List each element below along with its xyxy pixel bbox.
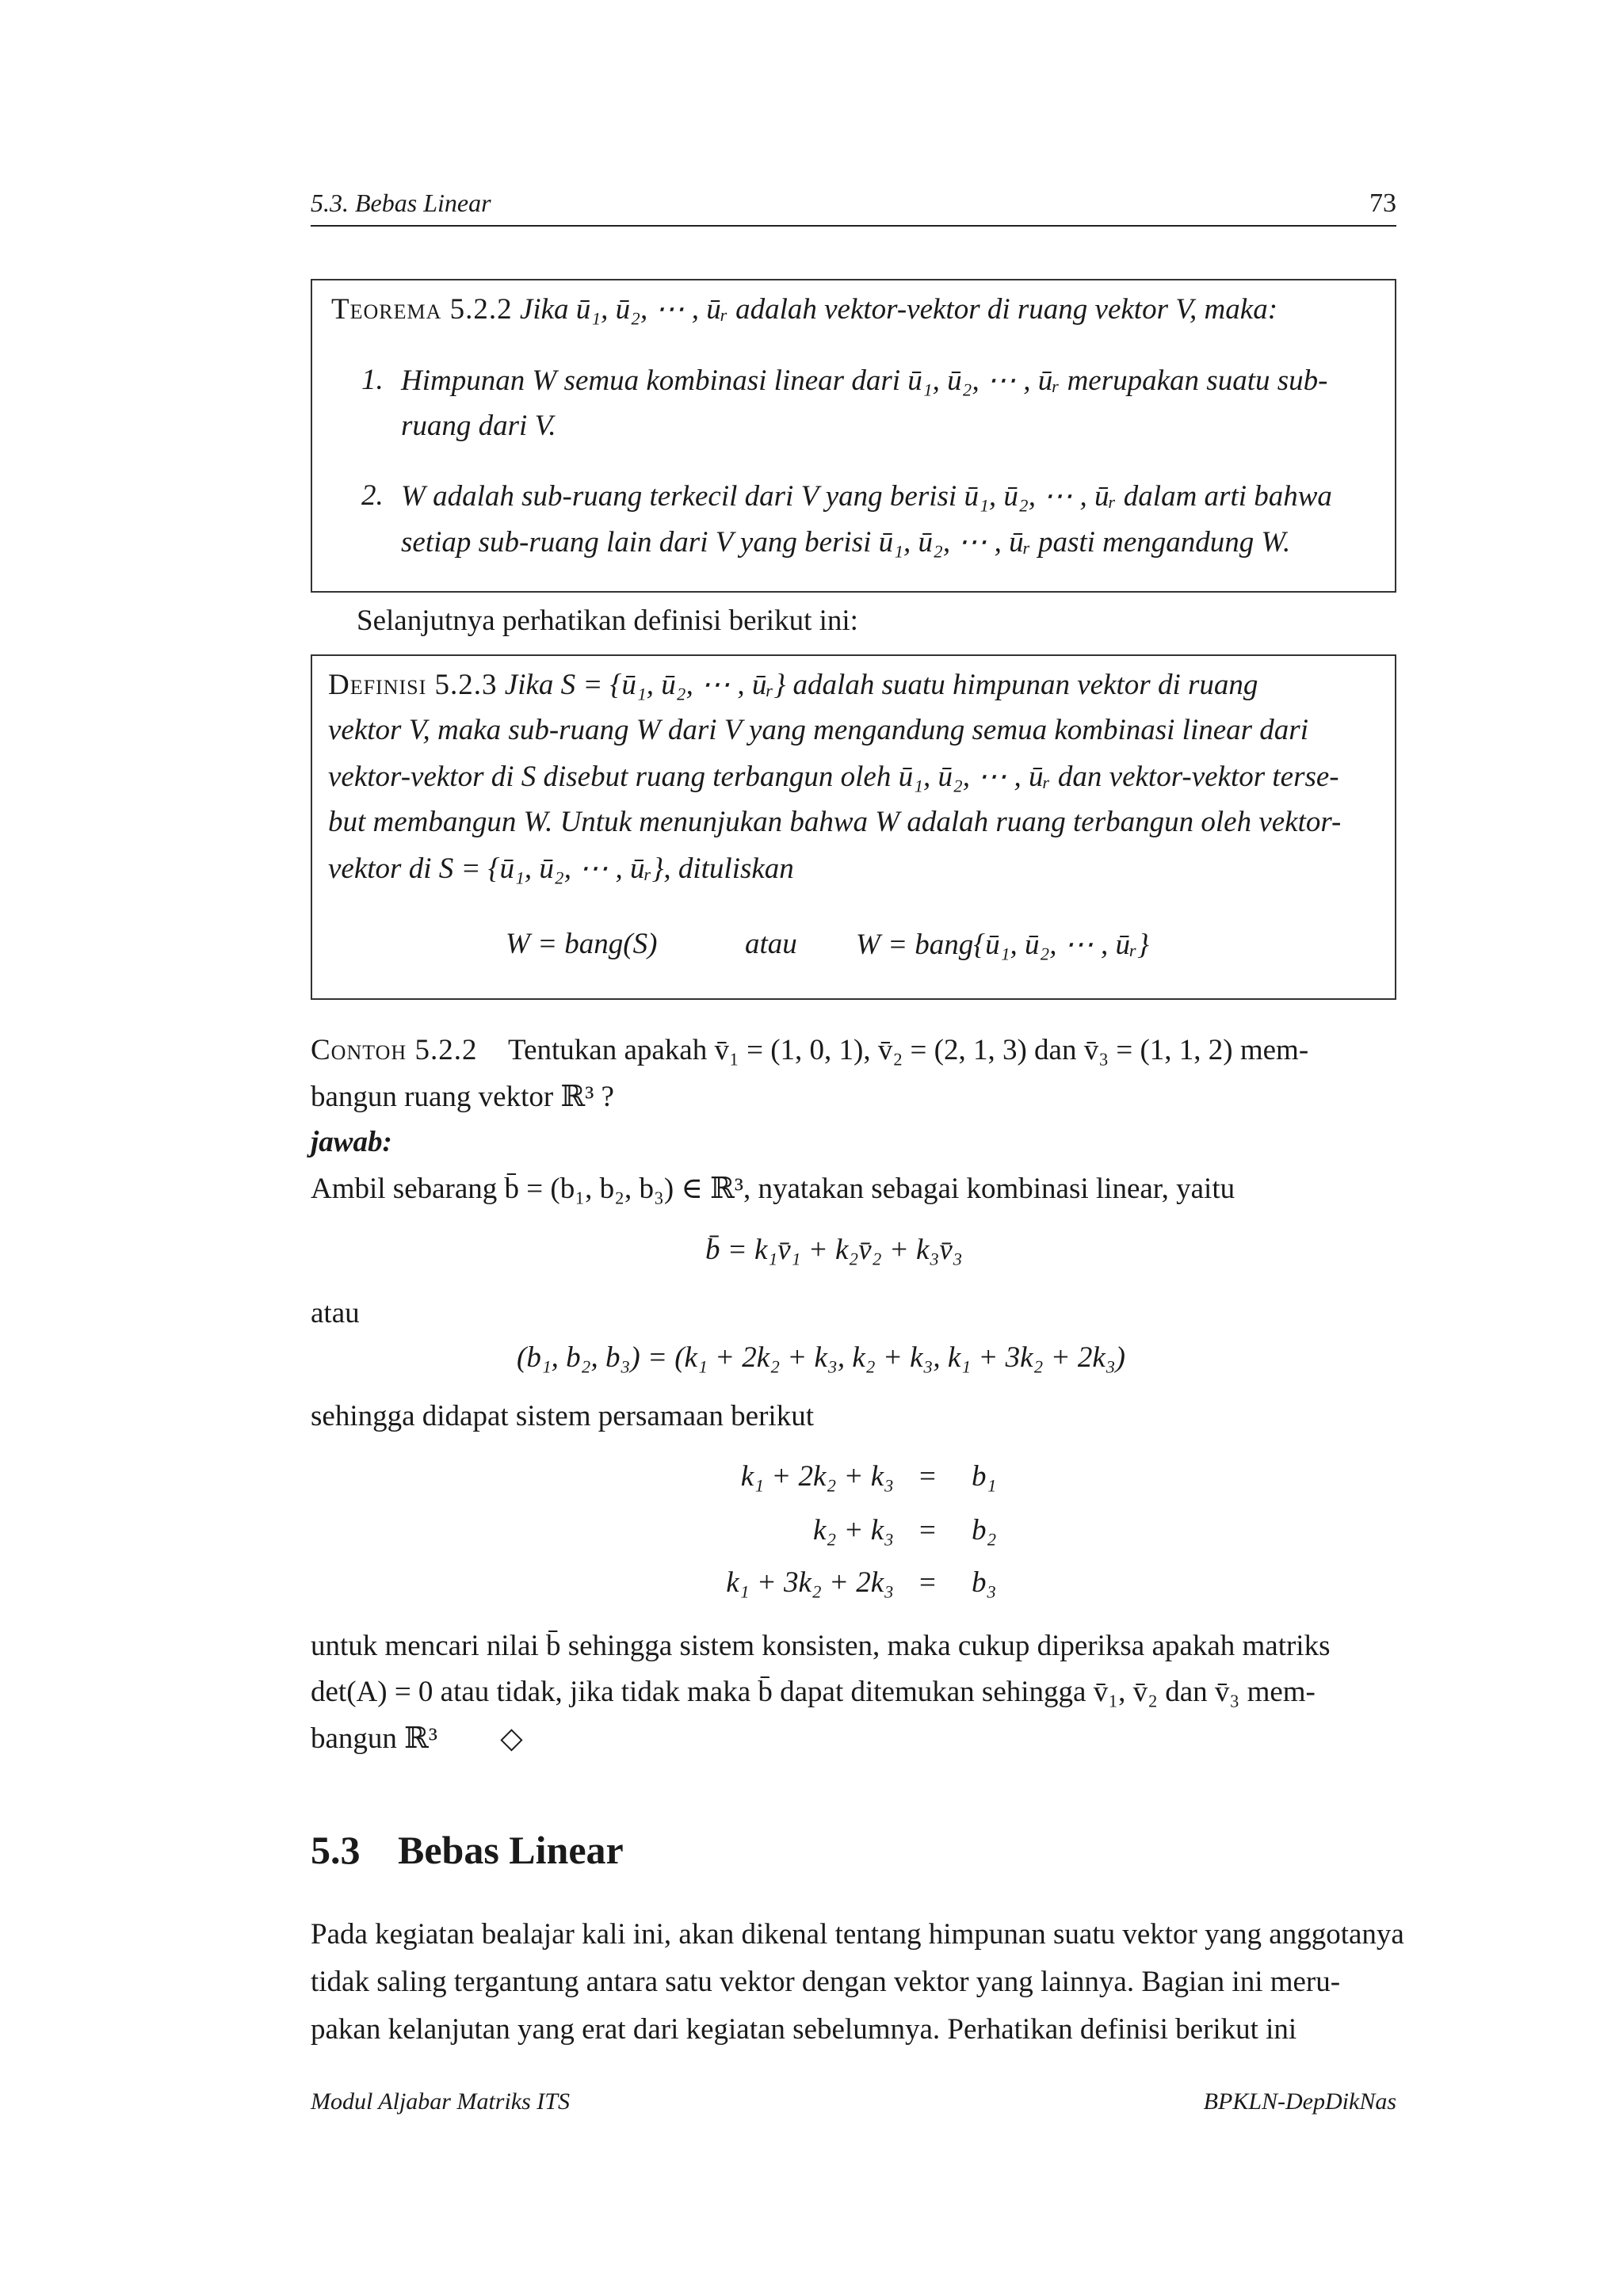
theorem-item-1-number: 1. <box>361 364 384 396</box>
theorem-item-1-line-2: ruang dari V. <box>401 410 556 442</box>
system-row-1-lhs: k₁ + 2k₂ + k₃ <box>740 1460 894 1493</box>
theorem-intro <box>331 292 1277 326</box>
equation-2: (b₁, b₂, b₃) = (k₁ + 2k₂ + k₃, k₂ + k₃, k₁ + 3k₂ + 2k₃) <box>517 1341 1125 1374</box>
definition-line-1-text: Jika S = {ū₁, ū₂, ⋯ , ūᵣ} adalah suatu himpunan vektor di ruang <box>504 669 1258 701</box>
example-line-7-text: bangun ℝ³ <box>311 1722 438 1755</box>
equation-1: b̄ = k₁v̄₁ + k₂v̄₂ + k₃v̄₃ <box>705 1234 963 1266</box>
footer-left: Modul Aljabar Matriks ITS <box>311 2088 570 2115</box>
system-row-3-eq: = <box>919 1566 936 1599</box>
example-label: Contoh 5.2.2 <box>311 1034 478 1066</box>
definition-line-1 <box>328 667 1258 702</box>
system-row-2-eq: = <box>919 1514 936 1547</box>
example-line-4: sehingga didapat sistem persamaan berikut <box>311 1400 814 1432</box>
theorem-intro-text: Jika ū₁, ū₂, ⋯ , ūᵣ adalah vektor-vektor di ruang vektor V, maka: <box>519 293 1278 326</box>
example-line-2: bangun ruang vektor ℝ³ ? <box>311 1081 614 1113</box>
section-number: 5.3 <box>311 1828 361 1872</box>
theorem-label: Teorema 5.2.2 <box>331 293 513 326</box>
theorem-item-1-line-1: Himpunan W semua kombinasi linear dari ū₁, ū₂, ⋯ , ūᵣ merupakan suatu sub- <box>401 364 1328 397</box>
system-row-2-rhs: b₂ <box>972 1514 997 1547</box>
definition-formula-or: atau <box>745 928 797 960</box>
example-line-3: Ambil sebarang b̄ = (b₁, b₂, b₃) ∈ ℝ³, nyatakan sebagai kombinasi linear, yaitu <box>311 1173 1235 1205</box>
end-of-example-icon: ◇ <box>500 1722 523 1755</box>
definition-formula-left: W = bang(S) <box>506 928 658 960</box>
answer-label: jawab: <box>311 1126 392 1158</box>
system-row-3-rhs: b₃ <box>972 1566 997 1599</box>
system-row-1-eq: = <box>919 1460 936 1493</box>
section-title: Bebas Linear <box>398 1828 624 1872</box>
running-header-section: 5.3. Bebas Linear <box>311 189 491 217</box>
example-line-1-text: Tentukan apakah v̄₁ = (1, 0, 1), v̄₂ = (2, 1, 3) dan v̄₃ = (1, 1, 2) mem- <box>508 1034 1309 1066</box>
example-line-6: det(A) = 0 atau tidak, jika tidak maka b̄ dapat ditemukan sehingga v̄₁, v̄₂ dan v̄₃ mem- <box>311 1676 1316 1708</box>
definition-line-4: but membangun W. Untuk menunjukan bahwa W adalah ruang terbangun oleh vektor- <box>328 806 1342 838</box>
system-row-3-lhs: k₁ + 3k₂ + 2k₃ <box>726 1566 894 1599</box>
definition-formula-right: W = bang{ū₁, ū₂, ⋯ , ūᵣ} <box>856 929 1149 961</box>
definition-line-2: vektor V, maka sub-ruang W dari V yang mengandung semua kombinasi linear dari <box>328 714 1308 746</box>
definition-line-3: vektor-vektor di S disebut ruang terbangun oleh ū₁, ū₂, ⋯ , ūᵣ dan vektor-vektor terse- <box>328 761 1339 793</box>
system-row-2-lhs: k₂ + k₃ <box>812 1514 894 1547</box>
header-rule <box>311 225 1396 227</box>
section-line-1: Pada kegiatan bealajar kali ini, akan dikenal tentang himpunan suatu vektor yang anggotanya <box>311 1918 1404 1951</box>
page-number: 73 <box>1369 189 1396 218</box>
footer-right: BPKLN-DepDikNas <box>1203 2088 1396 2115</box>
transition-text: Selanjutnya perhatikan definisi berikut ini: <box>357 605 858 637</box>
theorem-item-2-number: 2. <box>361 479 384 512</box>
example-line-1 <box>311 1033 1308 1067</box>
atau-text: atau <box>311 1297 360 1329</box>
definition-line-5: vektor di S = {ū₁, ū₂, ⋯ , ūᵣ}, dituliskan <box>328 852 794 885</box>
section-line-2: tidak saling tergantung antara satu vektor dengan vektor yang lainnya. Bagian ini meru- <box>311 1966 1341 1998</box>
theorem-item-2-line-2: setiap sub-ruang lain dari V yang berisi ū₁, ū₂, ⋯ , ūᵣ pasti mengandung W. <box>401 526 1291 559</box>
system-row-1-rhs: b₁ <box>972 1460 997 1493</box>
theorem-item-2-line-1: W adalah sub-ruang terkecil dari V yang berisi ū₁, ū₂, ⋯ , ūᵣ dalam arti bahwa <box>401 480 1332 513</box>
example-line-7 <box>311 1721 523 1756</box>
definition-label: Definisi 5.2.3 <box>328 669 498 701</box>
section-line-3: pakan kelanjutan yang erat dari kegiatan sebelumnya. Perhatikan definisi berikut ini <box>311 2013 1297 2046</box>
example-line-5: untuk mencari nilai b̄ sehingga sistem konsisten, maka cukup diperiksa apakah matriks <box>311 1630 1331 1662</box>
